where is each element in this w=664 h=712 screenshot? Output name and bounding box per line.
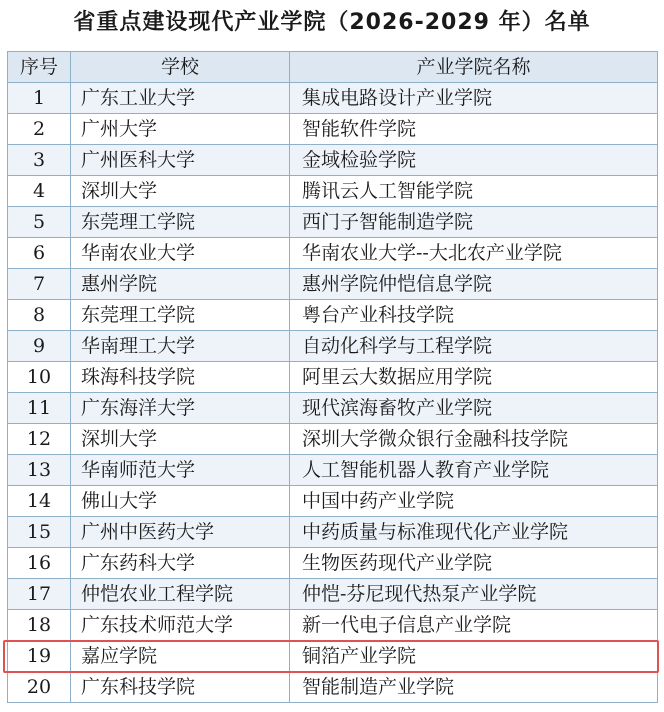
row-number: 15 [8,517,71,548]
row-number: 10 [8,362,71,393]
table-row [8,641,658,672]
row-school: 东莞理工学院 [71,300,290,331]
row-number: 17 [8,579,71,610]
row-number: 11 [8,393,71,424]
row-school: 佛山大学 [71,486,290,517]
row-college-name: 铜箔产业学院 [290,641,658,672]
row-school: 珠海科技学院 [71,362,290,393]
table-row [8,238,658,269]
header-college-name: 产业学院名称 [290,52,658,83]
table-row [8,331,658,362]
row-number: 1 [8,83,71,114]
college-list-table [7,51,658,703]
row-school: 广东技术师范大学 [71,610,290,641]
row-college-name: 人工智能机器人教育产业学院 [290,455,658,486]
table-row [8,610,658,641]
header-school: 学校 [71,52,290,83]
table-row [8,486,658,517]
row-school: 广东科技学院 [71,672,290,703]
row-number: 14 [8,486,71,517]
row-college-name: 现代滨海畜牧产业学院 [290,393,658,424]
row-college-name: 自动化科学与工程学院 [290,331,658,362]
row-number: 5 [8,207,71,238]
row-school: 华南师范大学 [71,455,290,486]
table-row [8,579,658,610]
row-school: 广东工业大学 [71,83,290,114]
table-row [8,300,658,331]
row-school: 嘉应学院 [71,641,290,672]
row-number: 6 [8,238,71,269]
table-row [8,517,658,548]
table-row [8,548,658,579]
row-college-name: 腾讯云人工智能学院 [290,176,658,207]
row-college-name: 集成电路设计产业学院 [290,83,658,114]
row-number: 3 [8,145,71,176]
row-number: 19 [8,641,71,672]
row-school: 广东海洋大学 [71,393,290,424]
row-school: 广州医科大学 [71,145,290,176]
table-row [8,424,658,455]
table-row [8,393,658,424]
row-school: 惠州学院 [71,269,290,300]
table-row [8,269,658,300]
table-row [8,145,658,176]
table-row [8,455,658,486]
row-college-name: 金域检验学院 [290,145,658,176]
row-school: 广州大学 [71,114,290,145]
row-college-name: 深圳大学微众银行金融科技学院 [290,424,658,455]
row-number: 12 [8,424,71,455]
row-college-name: 智能软件学院 [290,114,658,145]
row-college-name: 西门子智能制造学院 [290,207,658,238]
table-row [8,207,658,238]
table-header-row [8,52,658,83]
college-list-table-container [7,51,657,703]
row-college-name: 惠州学院仲恺信息学院 [290,269,658,300]
row-number: 20 [8,672,71,703]
row-number: 2 [8,114,71,145]
row-college-name: 华南农业大学--大北农产业学院 [290,238,658,269]
row-college-name: 仲恺-芬尼现代热泵产业学院 [290,579,658,610]
row-school: 东莞理工学院 [71,207,290,238]
row-college-name: 生物医药现代产业学院 [290,548,658,579]
header-number: 序号 [8,52,71,83]
table-row [8,114,658,145]
row-number: 8 [8,300,71,331]
row-school: 深圳大学 [71,176,290,207]
row-school: 华南农业大学 [71,238,290,269]
table-row [8,176,658,207]
row-number: 13 [8,455,71,486]
row-school: 广东药科大学 [71,548,290,579]
row-college-name: 智能制造产业学院 [290,672,658,703]
row-school: 华南理工大学 [71,331,290,362]
table-row [8,672,658,703]
row-school: 广州中医药大学 [71,517,290,548]
table-row [8,362,658,393]
row-number: 18 [8,610,71,641]
row-number: 7 [8,269,71,300]
row-school: 深圳大学 [71,424,290,455]
row-college-name: 新一代电子信息产业学院 [290,610,658,641]
row-school: 仲恺农业工程学院 [71,579,290,610]
row-college-name: 中药质量与标准现代化产业学院 [290,517,658,548]
table-row [8,83,658,114]
row-college-name: 粤台产业科技学院 [290,300,658,331]
row-number: 4 [8,176,71,207]
row-number: 9 [8,331,71,362]
page-title: 省重点建设现代产业学院（2026-2029 年）名单 [73,10,591,35]
row-college-name: 阿里云大数据应用学院 [290,362,658,393]
row-college-name: 中国中药产业学院 [290,486,658,517]
row-number: 16 [8,548,71,579]
